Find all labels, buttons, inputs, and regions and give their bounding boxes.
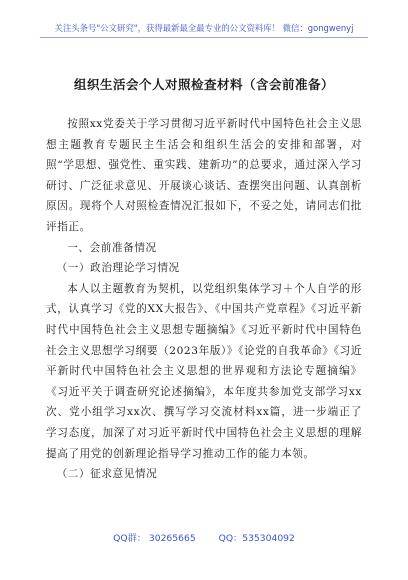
footer-qq-number: QQ：535304092	[218, 533, 295, 544]
footer-qq-group: QQ群： 30265665	[113, 533, 196, 544]
subsection-heading-opinions: （二）征求意见情况	[56, 468, 158, 481]
header-promo-note: 关注头条号"公文研究"，获得最新最全最专业的公文资料库！ 微信：gongwenyj	[54, 23, 354, 33]
document-title: 组织生活会个人对照检查材料（含会前准备）	[73, 77, 334, 92]
section-heading-preparation: 一、会前准备情况	[67, 241, 157, 254]
document-body	[46, 114, 362, 485]
footer-contact	[0, 530, 408, 544]
theory-study-paragraph: 本人以主题教育为契机，以党组织集体学习＋个人自学的形式，认真学习《党的XX大报告》、《中国共产党章程》《习近平新时代中国特色社会主义思想专题摘编》《习近平新时代中国特色社会主义思想学习纲要（2023年版）》《论党的自我革命》《习近平新时代中国特色社会主义思想的世界观和方法论专题摘编》《习近平关于调查研究论述摘编》，本年度共参加党支部学习xx次、党小组学习xx次、撰写学习交流材料xx篇，进一步端正了学习态度，加深了对习近平新时代中国特色社会主义思想的理解提高了用党的创新理论指导学习推动工作的能力本领。	[46, 282, 362, 460]
header-divider	[40, 37, 368, 38]
subsection-heading-theory-study: （一）政治理论学习情况	[56, 262, 180, 275]
intro-paragraph: 按照xx党委关于学习贯彻习近平新时代中国特色社会主义思想主题教育专题民主生活会和组织生活会的安排和部署，对照“学思想、强党性、重实践、建新功”的总要求，通过深入学习研讨、广泛征求意见、开展谈心谈话、查摆突出问题、认真剖析原因。现将个人对照检查情况汇报如下，不妥之处，请同志们批评指正。	[46, 118, 362, 233]
